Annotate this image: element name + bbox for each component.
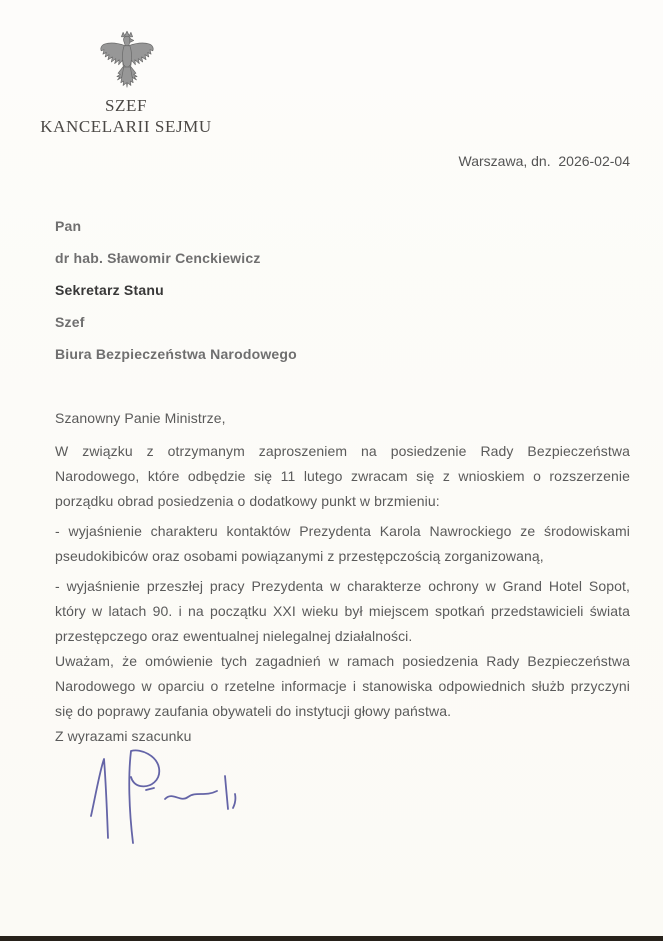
signature-stroke-3 <box>146 788 154 790</box>
signature-stroke-1 <box>91 759 108 838</box>
signature-stroke-2 <box>129 750 159 843</box>
eagle-right-wing <box>129 43 154 65</box>
handwritten-signature <box>85 748 250 848</box>
addressee-position: Szef <box>55 314 85 330</box>
letter-body <box>55 406 630 749</box>
eagle-left-wing <box>101 43 126 65</box>
addressee-name: dr hab. Sławomir Cenckiewicz <box>55 250 261 266</box>
addressee-block <box>55 210 475 370</box>
eagle-beak <box>130 38 134 42</box>
letterhead-title-line2: KANCELARII SEJMU <box>40 117 212 136</box>
addressee-title: Sekretarz Stanu <box>55 282 164 298</box>
closing-formula: Z wyrazami szacunku <box>55 728 192 744</box>
eagle-head <box>124 36 131 46</box>
signature-stroke-4 <box>165 791 217 799</box>
scan-edge-bar <box>0 936 663 941</box>
addressee-honorific: Pan <box>55 218 82 234</box>
paragraph-item-2: - wyjaśnienie przeszłej pracy Prezydenta w charakterze ochrony w Grand Hotel Sopot, który w latach 90. i na początku XXI wieku był miejscem spotkań przedstawicieli świata przestępczego oraz ewentualnej nielegalnej działalności. <box>55 578 630 644</box>
paragraph-request: W związku z otrzymanym zaproszeniem na posiedzenie Rady Bezpieczeństwa Narodowego, które odbędzie się 11 lutego zwracam się z wnioskiem o rozszerzenie porządku obrad posiedzenia o dodatkowy punkt w brzmieniu: <box>55 443 630 509</box>
signature-stroke-6 <box>233 794 235 808</box>
salutation: Szanowny Panie Ministrze, <box>55 410 226 426</box>
eagle-body <box>123 46 132 67</box>
letterhead-title <box>16 95 236 137</box>
polish-eagle-emblem-icon <box>99 30 155 94</box>
dateline: Warszawa, dn. 2026-02-04 <box>458 153 630 169</box>
addressee-institution: Biura Bezpieczeństwa Narodowego <box>55 346 297 362</box>
letterhead-title-line1: SZEF <box>104 96 148 115</box>
paragraph-conclusion: Uważam, że omówienie tych zagadnień w ramach posiedzenia Rady Bezpieczeństwa Narodowego w oparciu o rzetelne informacje i stanowiska odpowiednich służb przyczyni się do poprawy zaufania obywateli do instytucji głowy państwa. <box>55 653 630 719</box>
paragraph-item-1: - wyjaśnienie charakteru kontaktów Prezydenta Karola Nawrockiego ze środowiskami pseudokibiców oraz osobami powiązanymi z przestępczością zorganizowaną, <box>55 523 630 564</box>
signature-stroke-5 <box>225 776 228 809</box>
